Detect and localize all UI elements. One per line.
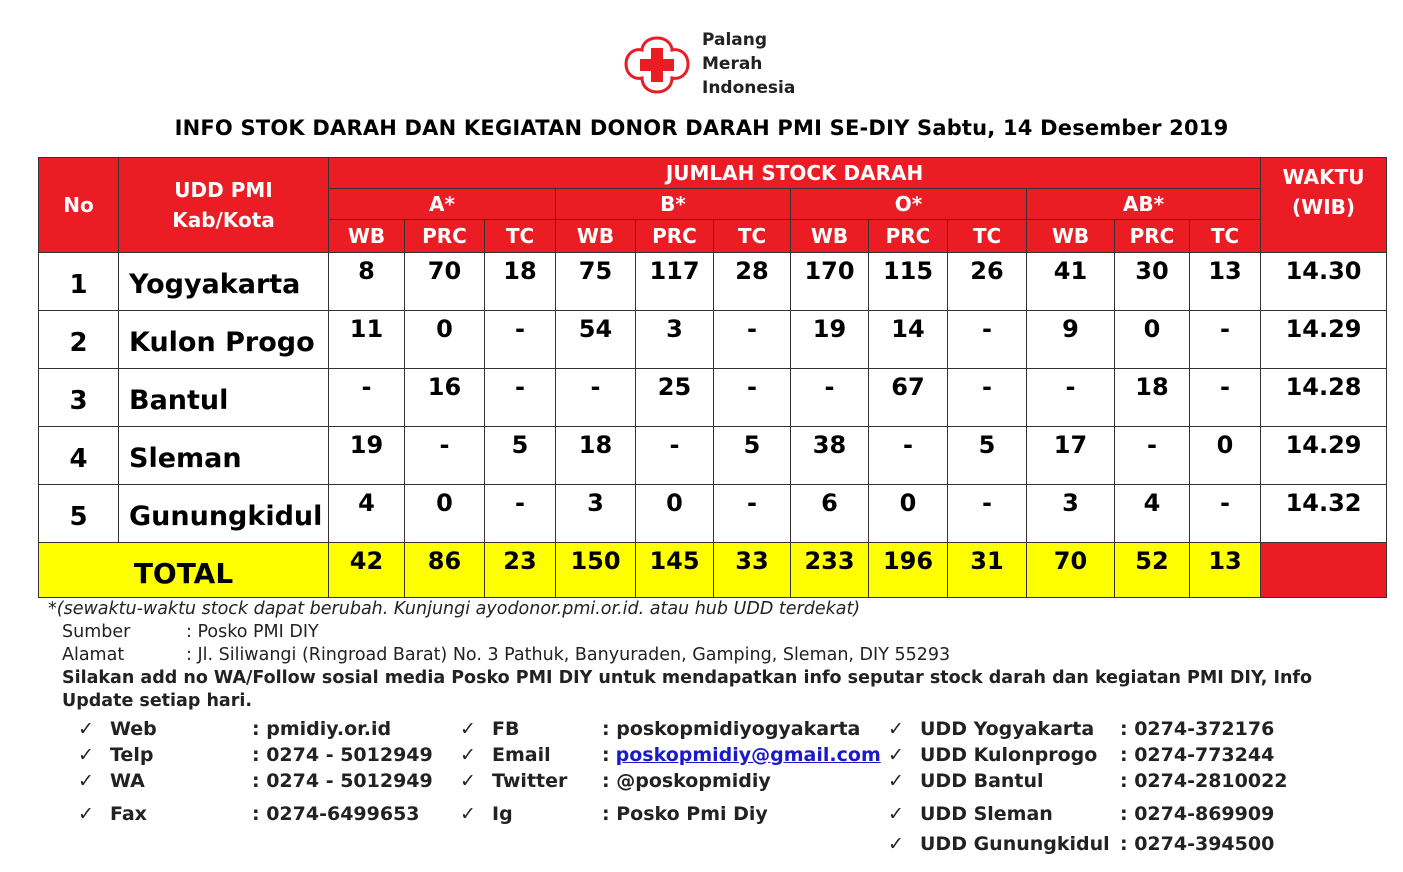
stock-cell: -	[1115, 427, 1190, 485]
header-time-line2: (WIB)	[1292, 195, 1356, 219]
stock-cell: 19	[791, 311, 869, 369]
contact-value: : 0274-773244	[1120, 744, 1275, 766]
notes	[48, 598, 1342, 713]
contact-value: : pmidiy.or.id	[252, 718, 392, 740]
group-ab: AB*	[1027, 189, 1261, 220]
stock-cell: 67	[869, 369, 948, 427]
stock-cell: 0	[1190, 427, 1261, 485]
stock-cell: 14	[869, 311, 948, 369]
contact-label: UDD Gunungkidul	[920, 833, 1110, 855]
stock-cell: -	[556, 369, 636, 427]
checkmark-icon: ✓	[460, 770, 476, 792]
stock-cell: 30	[1115, 253, 1190, 311]
subheader-prc: PRC	[636, 220, 714, 253]
checkmark-icon: ✓	[78, 803, 94, 825]
contacts-col-3	[888, 716, 1388, 857]
total-cell: 86	[405, 543, 485, 598]
contact-label: FB	[492, 718, 520, 740]
stock-cell: 0	[1115, 311, 1190, 369]
contact-item	[460, 768, 880, 794]
contact-label: WA	[110, 770, 145, 792]
stock-cell: -	[329, 369, 405, 427]
total-row	[39, 543, 1387, 598]
contact-value: : @poskopmidiy	[602, 770, 771, 792]
stock-cell: 16	[405, 369, 485, 427]
stock-cell: -	[485, 311, 556, 369]
contact-value: : 0274-372176	[1120, 718, 1275, 740]
row-udd-name: Gunungkidul	[119, 485, 329, 543]
stock-cell: -	[714, 485, 791, 543]
total-cell: 233	[791, 543, 869, 598]
checkmark-icon: ✓	[888, 770, 904, 792]
total-cell: 33	[714, 543, 791, 598]
checkmark-icon: ✓	[888, 744, 904, 766]
checkmark-icon: ✓	[888, 833, 904, 855]
logo-line-1: Palang	[702, 30, 768, 50]
contact-label: Web	[110, 718, 157, 740]
subheader-wb: WB	[556, 220, 636, 253]
total-cell: 150	[556, 543, 636, 598]
stock-cell: 117	[636, 253, 714, 311]
total-cell: 13	[1190, 543, 1261, 598]
stock-cell: 17	[1027, 427, 1115, 485]
red-cross-flower-icon	[622, 34, 692, 96]
stock-cell: 5	[485, 427, 556, 485]
contact-item	[78, 801, 438, 827]
header-stock: JUMLAH STOCK DARAH	[329, 158, 1261, 189]
row-number: 3	[39, 369, 119, 427]
stock-cell: 3	[636, 311, 714, 369]
subheader-wb: WB	[1027, 220, 1115, 253]
contact-label: Fax	[110, 803, 147, 825]
checkmark-icon: ✓	[460, 803, 476, 825]
stock-cell: 6	[791, 485, 869, 543]
checkmark-icon: ✓	[78, 718, 94, 740]
total-cell: 196	[869, 543, 948, 598]
stock-cell: 75	[556, 253, 636, 311]
stock-cell: -	[1190, 485, 1261, 543]
contact-value: : 0274 - 5012949	[252, 770, 433, 792]
subheader-prc: PRC	[405, 220, 485, 253]
checkmark-icon: ✓	[888, 803, 904, 825]
contact-value: : 0274-6499653	[252, 803, 420, 825]
total-cell: 70	[1027, 543, 1115, 598]
row-time: 14.29	[1261, 427, 1387, 485]
contact-value: : Posko Pmi Diy	[602, 803, 768, 825]
subheader-prc: PRC	[1115, 220, 1190, 253]
header-time	[1261, 158, 1387, 253]
contact-item	[78, 742, 438, 768]
checkmark-icon: ✓	[460, 744, 476, 766]
blood-stock-table	[38, 157, 1387, 598]
total-cell: 145	[636, 543, 714, 598]
contact-value: : 0274 - 5012949	[252, 744, 433, 766]
stock-cell: -	[714, 369, 791, 427]
subheader-tc: TC	[1190, 220, 1261, 253]
contact-value: : poskopmidiyogyakarta	[602, 718, 861, 740]
row-number: 2	[39, 311, 119, 369]
stock-cell: 26	[948, 253, 1027, 311]
total-cell: 52	[1115, 543, 1190, 598]
email-link[interactable]: poskopmidiy@gmail.com	[615, 744, 881, 766]
stock-cell: 5	[948, 427, 1027, 485]
logo-line-3: Indonesia	[702, 78, 796, 98]
group-b: B*	[556, 189, 791, 220]
logo-line-2: Merah	[702, 54, 763, 74]
table-row	[39, 369, 1387, 427]
stock-cell: 0	[405, 485, 485, 543]
stock-cell: 41	[1027, 253, 1115, 311]
contact-label: Twitter	[492, 770, 568, 792]
stock-cell: 170	[791, 253, 869, 311]
total-cell: 31	[948, 543, 1027, 598]
contact-item	[460, 801, 880, 827]
stock-cell: 4	[329, 485, 405, 543]
contact-label: UDD Sleman	[920, 803, 1053, 825]
header-udd	[119, 158, 329, 253]
stock-cell: 4	[1115, 485, 1190, 543]
subheader-tc: TC	[714, 220, 791, 253]
table-row	[39, 311, 1387, 369]
contact-item	[888, 768, 1388, 794]
header-no: No	[39, 158, 119, 253]
stock-cell: -	[1190, 369, 1261, 427]
stock-cell: -	[1190, 311, 1261, 369]
email-colon: :	[602, 744, 610, 766]
stock-cell: -	[948, 369, 1027, 427]
contact-value: : 0274-2810022	[1120, 770, 1288, 792]
total-time-empty	[1261, 543, 1387, 598]
stock-cell: 115	[869, 253, 948, 311]
stock-cell: 0	[869, 485, 948, 543]
contact-item	[460, 716, 880, 742]
table-row	[39, 485, 1387, 543]
stock-cell: -	[948, 311, 1027, 369]
page-title: INFO STOK DARAH DAN KEGIATAN DONOR DARAH PMI SE-DIY Sabtu, 14 Desember 2019	[174, 116, 1229, 140]
stock-cell: 3	[1027, 485, 1115, 543]
stock-cell: 19	[329, 427, 405, 485]
contact-item	[888, 831, 1388, 857]
row-udd-name: Yogyakarta	[119, 253, 329, 311]
contact-item	[888, 716, 1388, 742]
row-time: 14.32	[1261, 485, 1387, 543]
header-time-line1: WAKTU	[1282, 165, 1365, 189]
contact-item	[888, 742, 1388, 768]
subheader-tc: TC	[948, 220, 1027, 253]
checkmark-icon: ✓	[888, 718, 904, 740]
cta-text: Silakan add no WA/Follow sosial media Posko PMI DIY untuk mendapatkan info seputar stock darah dan kegiatan PMI DIY, Info Update setiap hari.	[62, 668, 1313, 711]
contact-label: UDD Bantul	[920, 770, 1044, 792]
checkmark-icon: ✓	[78, 770, 94, 792]
source-label: Sumber	[62, 622, 131, 642]
contact-item	[78, 768, 438, 794]
table-row	[39, 427, 1387, 485]
checkmark-icon: ✓	[460, 718, 476, 740]
row-number: 5	[39, 485, 119, 543]
group-a: A*	[329, 189, 556, 220]
stock-cell: 18	[556, 427, 636, 485]
header-udd-line2: Kab/Kota	[172, 208, 275, 232]
stock-cell: 3	[556, 485, 636, 543]
total-cell: 23	[485, 543, 556, 598]
row-udd-name: Sleman	[119, 427, 329, 485]
contact-label: UDD Kulonprogo	[920, 744, 1098, 766]
stock-cell: -	[405, 427, 485, 485]
total-label: TOTAL	[39, 543, 329, 598]
subheader-prc: PRC	[869, 220, 948, 253]
stock-cell: 18	[1115, 369, 1190, 427]
stock-cell: 0	[405, 311, 485, 369]
stock-cell: -	[485, 369, 556, 427]
address-label: Alamat	[62, 645, 125, 665]
contact-value: : 0274-869909	[1120, 803, 1275, 825]
stock-cell: 0	[636, 485, 714, 543]
row-udd-name: Kulon Progo	[119, 311, 329, 369]
row-number: 4	[39, 427, 119, 485]
stock-cell: 28	[714, 253, 791, 311]
stock-cell: 38	[791, 427, 869, 485]
checkmark-icon: ✓	[78, 744, 94, 766]
stock-cell: -	[485, 485, 556, 543]
contacts-col-1	[78, 716, 438, 827]
stock-cell: -	[948, 485, 1027, 543]
contact-label: Telp	[110, 744, 154, 766]
total-cell: 42	[329, 543, 405, 598]
row-time: 14.30	[1261, 253, 1387, 311]
stock-cell: -	[636, 427, 714, 485]
contact-label: Email	[492, 744, 551, 766]
stock-cell: 9	[1027, 311, 1115, 369]
contact-value: : 0274-394500	[1120, 833, 1275, 855]
row-time: 14.28	[1261, 369, 1387, 427]
stock-cell: -	[1027, 369, 1115, 427]
stock-cell: -	[869, 427, 948, 485]
stock-cell: 8	[329, 253, 405, 311]
stock-cell: -	[714, 311, 791, 369]
stock-cell: 25	[636, 369, 714, 427]
stock-cell: 11	[329, 311, 405, 369]
stock-cell: 54	[556, 311, 636, 369]
stock-cell: 13	[1190, 253, 1261, 311]
stock-cell: -	[791, 369, 869, 427]
source-value: : Posko PMI DIY	[186, 622, 319, 642]
contact-item	[460, 742, 880, 768]
stock-cell: 70	[405, 253, 485, 311]
contacts-col-2	[460, 716, 880, 827]
stock-cell: 18	[485, 253, 556, 311]
subheader-tc: TC	[485, 220, 556, 253]
subheader-wb: WB	[791, 220, 869, 253]
address-value: : Jl. Siliwangi (Ringroad Barat) No. 3 Pathuk, Banyuraden, Gamping, Sleman, DIY 55293	[186, 645, 951, 665]
contact-item	[888, 801, 1388, 827]
table-row	[39, 253, 1387, 311]
subheader-wb: WB	[329, 220, 405, 253]
row-time: 14.29	[1261, 311, 1387, 369]
stock-cell: 5	[714, 427, 791, 485]
pmi-logo	[622, 28, 802, 100]
row-udd-name: Bantul	[119, 369, 329, 427]
row-number: 1	[39, 253, 119, 311]
contact-label: Ig	[492, 803, 513, 825]
disclaimer: *(sewaktu-waktu stock dapat berubah. Kunjungi ayodonor.pmi.or.id. atau hub UDD terdekat)	[48, 599, 861, 619]
contact-label: UDD Yogyakarta	[920, 718, 1095, 740]
header-udd-line1: UDD PMI	[174, 178, 273, 202]
group-o: O*	[791, 189, 1027, 220]
contact-item	[78, 716, 438, 742]
